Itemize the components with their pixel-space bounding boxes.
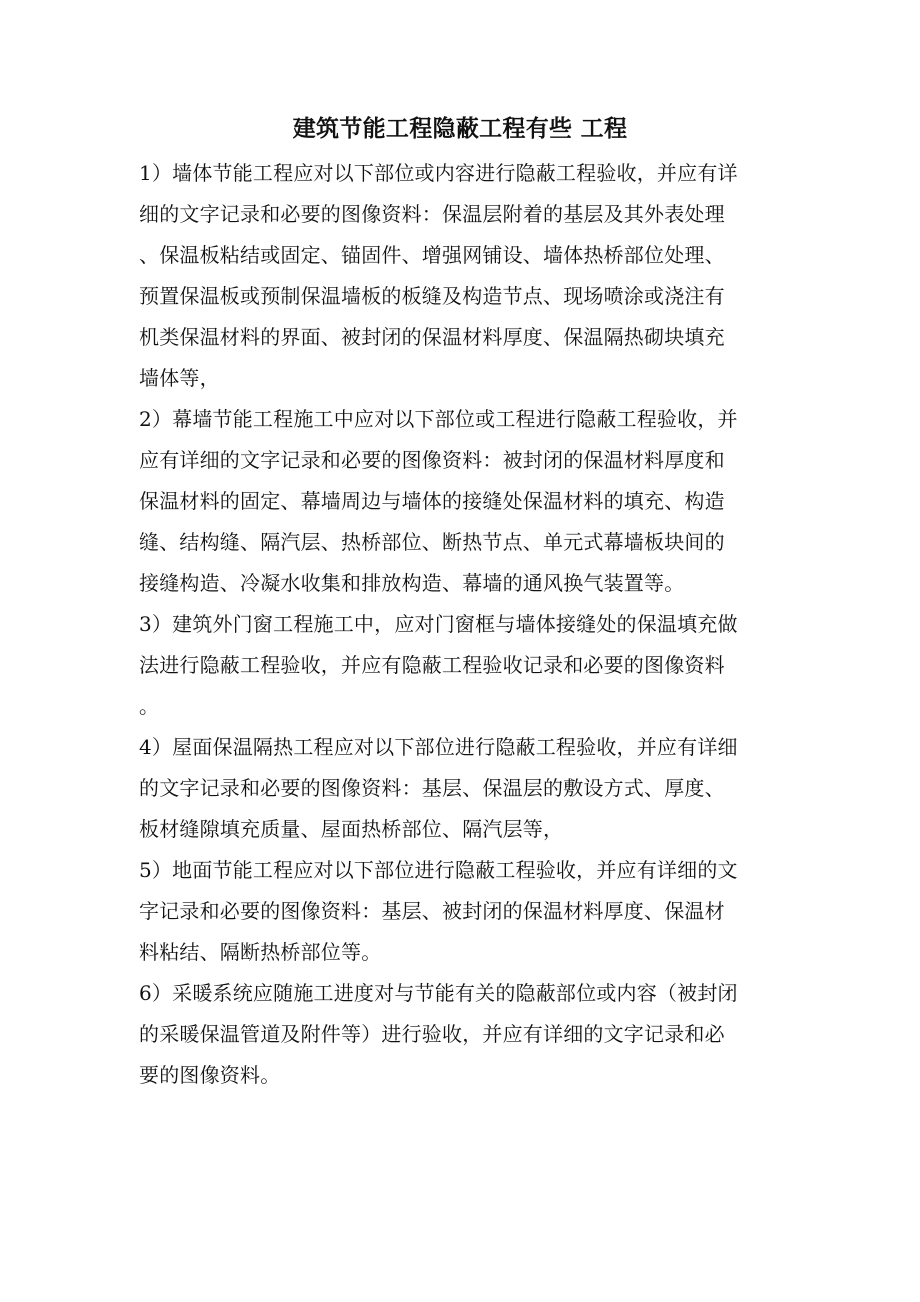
paragraph-line: 3）建筑外门窗工程施工中，应对门窗框与墙体接缝处的保温填充做: [139, 612, 738, 636]
paragraph-line: 、保温板粘结或固定、锚固件、增强网铺设、墙体热桥部位处理、: [139, 243, 725, 267]
paragraph-line: 的文字记录和必要的图像资料：基层、保温层的敷设方式、厚度、: [139, 776, 725, 800]
paragraph-line: 法进行隐蔽工程验收，并应有隐蔽工程验收记录和必要的图像资料: [139, 653, 725, 677]
paragraph-line: 保温材料的固定、幕墙周边与墙体的接缝处保温材料的填充、构造: [139, 489, 725, 513]
paragraph-line: 缝、结构缝、隔汽层、热桥部位、断热节点、单元式幕墙板块间的: [139, 530, 725, 554]
document-body: [139, 153, 784, 1096]
paragraph-line: 6）采暖系统应随施工进度对与节能有关的隐蔽部位或内容（被封闭: [139, 981, 738, 1005]
paragraph-line: 预置保温板或预制保温墙板的板缝及构造节点、现场喷涂或浇注有: [139, 284, 725, 308]
paragraph-line: 料粘结、隔断热桥部位等。: [139, 940, 382, 964]
paragraph-line: 接缝构造、冷凝水收集和排放构造、幕墙的通风换气装置等。: [139, 571, 685, 595]
paragraph-6: [139, 973, 784, 1096]
paragraph-line: 应有详细的文字记录和必要的图像资料：被封闭的保温材料厚度和: [139, 448, 725, 472]
paragraph-line: 墙体等，: [139, 366, 220, 390]
paragraph-line: 2）幕墙节能工程施工中应对以下部位或工程进行隐蔽工程验收，并: [139, 407, 738, 431]
paragraph-line: 4）屋面保温隔热工程应对以下部位进行隐蔽工程验收，并应有详细: [139, 735, 738, 759]
paragraph-5: [139, 850, 784, 973]
paragraph-line: 要的图像资料。: [139, 1063, 281, 1087]
paragraph-4: [139, 727, 784, 850]
paragraph-line: 的采暖保温管道及附件等）进行验收，并应有详细的文字记录和必: [139, 1022, 725, 1046]
paragraph-line: 板材缝隙填充质量、屋面热桥部位、隔汽层等，: [139, 817, 564, 841]
document-title: 建筑节能工程隐蔽工程有些 工程: [292, 115, 628, 142]
paragraph-line: 。: [139, 694, 160, 718]
paragraph-line: 5）地面节能工程应对以下部位进行隐蔽工程验收，并应有详细的文: [139, 858, 738, 882]
paragraph-1: [139, 153, 784, 399]
paragraph-3: [139, 604, 784, 727]
paragraph-line: 细的文字记录和必要的图像资料：保温层附着的基层及其外表处理: [139, 202, 725, 226]
paragraph-line: 1）墙体节能工程应对以下部位或内容进行隐蔽工程验收，并应有详: [139, 161, 738, 185]
paragraph-line: 机类保温材料的界面、被封闭的保温材料厚度、保温隔热砌块填充: [139, 325, 725, 349]
paragraph-line: 字记录和必要的图像资料：基层、被封闭的保温材料厚度、保温材: [139, 899, 725, 923]
paragraph-2: [139, 399, 784, 604]
